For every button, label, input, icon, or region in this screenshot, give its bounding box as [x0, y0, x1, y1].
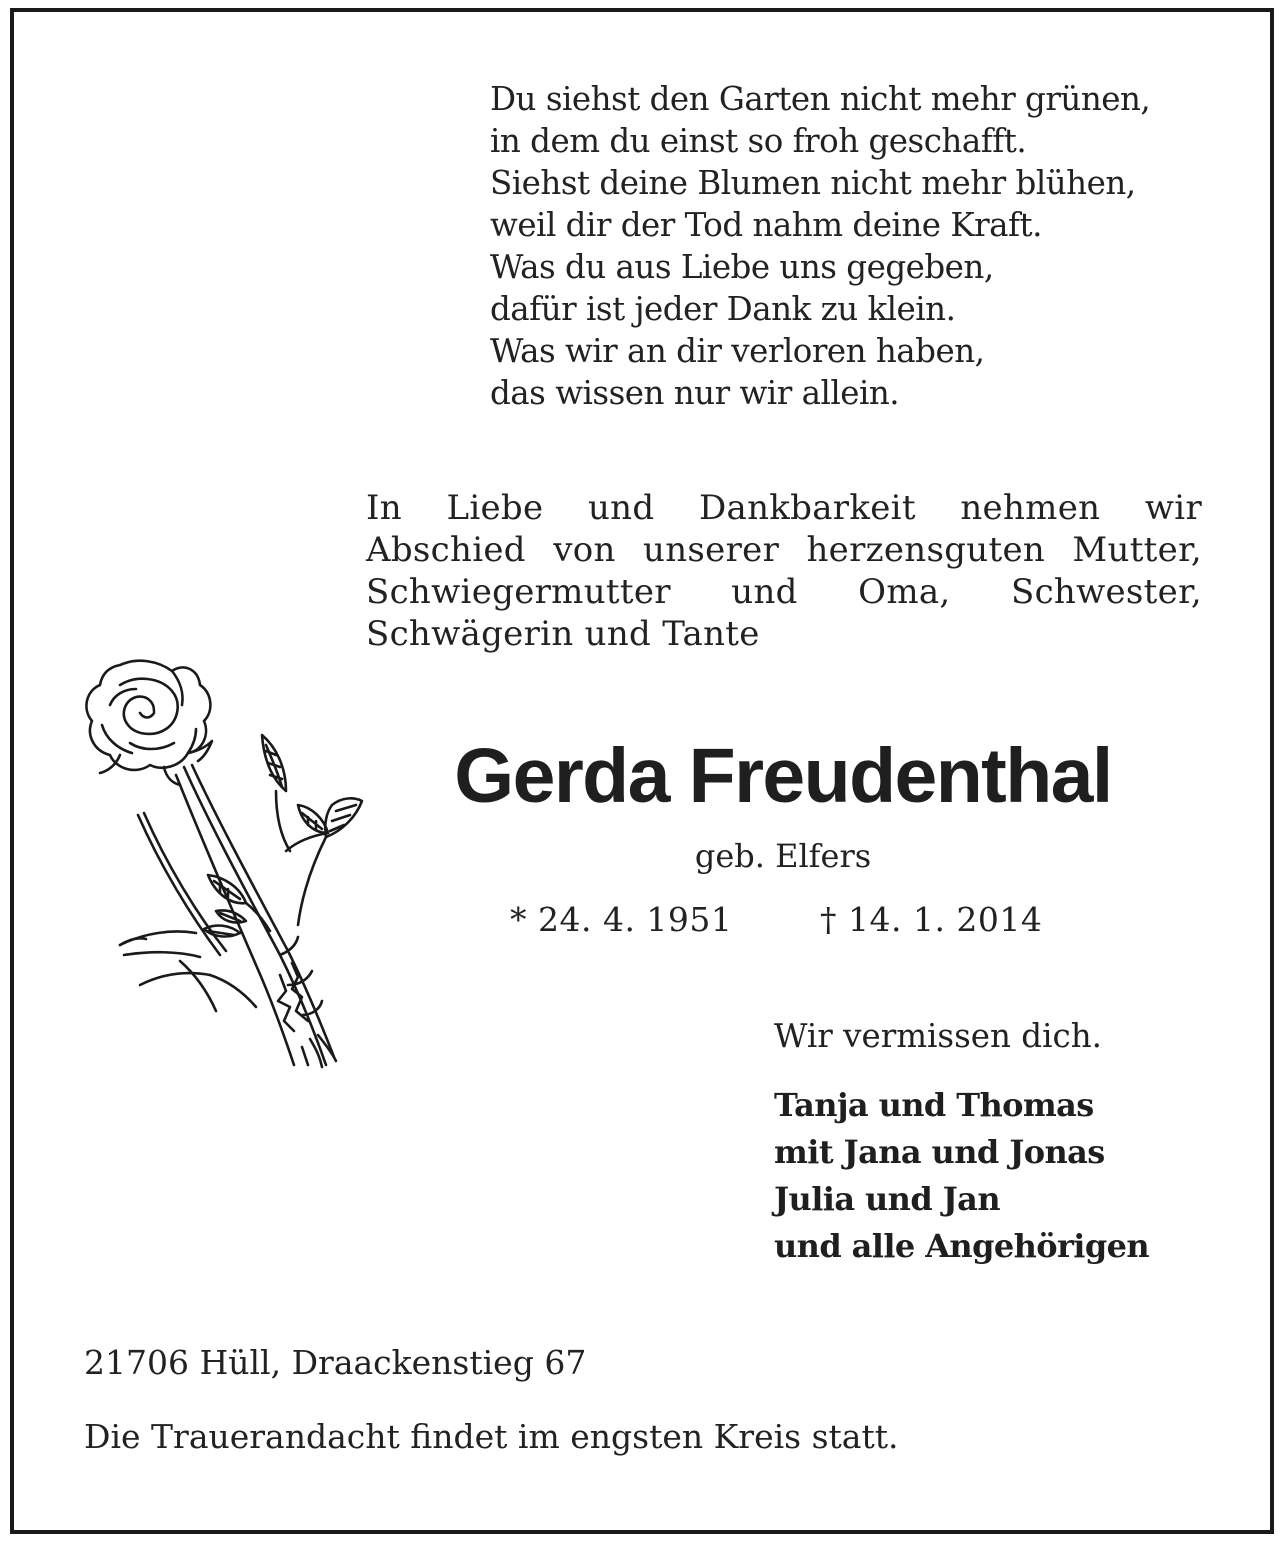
poem-line: dafür ist jeder Dank zu klein. — [490, 290, 956, 328]
poem-line: weil dir der Tod nahm deine Kraft. — [490, 206, 1042, 244]
address: 21706 Hüll, Draackenstieg 67 — [84, 1343, 587, 1382]
poem-line: Was wir an dir verloren haben, — [490, 332, 985, 370]
poem-line: in dem du einst so froh geschafft. — [490, 122, 1027, 160]
family-line: und alle Angehörigen — [774, 1227, 1150, 1265]
poem — [490, 78, 1150, 414]
poem-line: Siehst deine Blumen nicht mehr blühen, — [490, 164, 1136, 202]
death-date: † 14. 1. 2014 — [820, 900, 1043, 939]
poem-line: das wissen nur wir allein. — [490, 374, 900, 412]
poem-line: Du siehst den Garten nicht mehr grünen, — [490, 80, 1151, 118]
intro-line: In Liebe und Dankbarkeit nehmen wir — [366, 488, 1202, 528]
deceased-name: Gerda Freudenthal — [454, 733, 1112, 819]
family-line: Julia und Jan — [774, 1180, 1000, 1218]
family-line: mit Jana und Jonas — [774, 1133, 1105, 1171]
intro-line: Abschied von unserer herzensguten Mutter, — [366, 530, 1202, 570]
service-notice: Die Trauerandacht findet im engsten Kreis statt. — [84, 1417, 899, 1456]
family-signatures — [774, 1082, 1149, 1270]
family-line: Tanja und Thomas — [774, 1086, 1094, 1124]
miss-you-text: Wir vermissen dich. — [774, 1017, 1102, 1055]
rose-icon — [80, 655, 370, 1075]
intro-line: Schwiegermutter und Oma, Schwester, — [366, 572, 1202, 612]
birth-date: * 24. 4. 1951 — [510, 900, 733, 939]
intro-text — [366, 487, 1202, 655]
poem-line: Was du aus Liebe uns gegeben, — [490, 248, 994, 286]
intro-line: Schwägerin und Tante — [366, 614, 760, 654]
maiden-name: geb. Elfers — [694, 837, 872, 875]
